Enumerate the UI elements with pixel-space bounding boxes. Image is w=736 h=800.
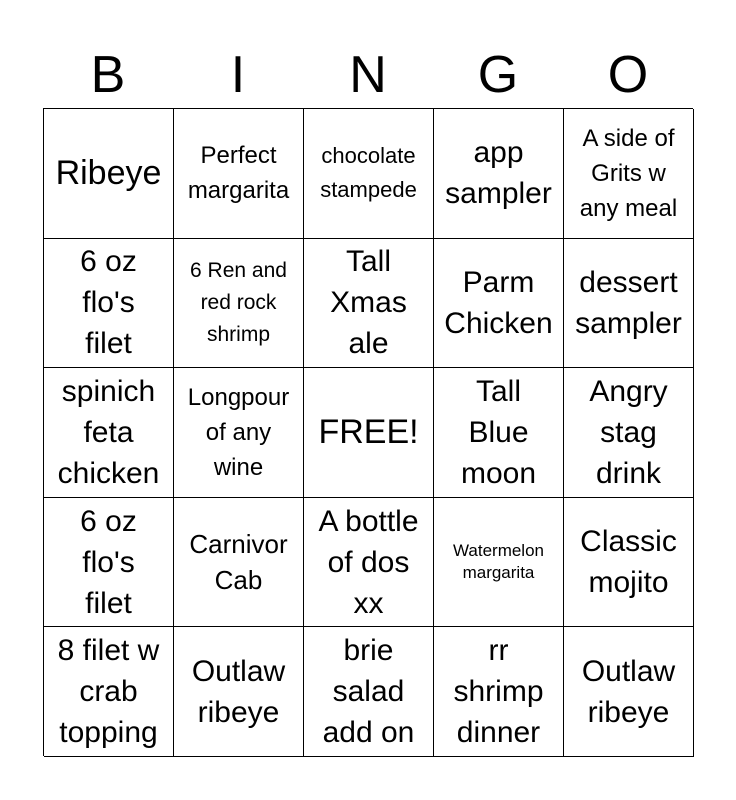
bingo-cell-r3c1[interactable]: [44, 368, 174, 498]
cell-text: 6 oz flo's filet: [80, 245, 137, 361]
cell-text: A side of Grits w any meal: [579, 124, 678, 222]
bingo-cell-r3c5[interactable]: [564, 368, 694, 498]
bingo-cell-r2c3[interactable]: [304, 239, 434, 369]
bingo-cell-r5c2[interactable]: [174, 627, 304, 757]
bingo-header: [43, 42, 693, 108]
cell-text: Outlaw ribeye: [581, 654, 676, 729]
cell-text: Watermelon margarita: [452, 541, 544, 583]
bingo-cell-r1c4[interactable]: [434, 109, 564, 239]
bingo-cell-r3c3-free[interactable]: [304, 368, 434, 498]
cell-text: Longpour of any wine: [187, 383, 290, 481]
cell-text: chocolate stampede: [320, 143, 417, 203]
header-letter-i: I: [230, 46, 246, 104]
cell-text: Tall Blue moon: [460, 374, 537, 490]
cell-text: A bottle of dos xx: [318, 504, 419, 620]
bingo-cell-r4c2[interactable]: [174, 498, 304, 628]
bingo-cell-r4c1[interactable]: [44, 498, 174, 628]
cell-text: spinich feta chicken: [57, 374, 160, 490]
header-letter-n: N: [349, 46, 387, 104]
bingo-grid: [43, 108, 693, 756]
bingo-cell-r5c3[interactable]: [304, 627, 434, 757]
cell-text: Outlaw ribeye: [191, 654, 286, 729]
cell-text: Carnivor Cab: [189, 529, 288, 596]
cell-text: Tall Xmas ale: [330, 245, 407, 361]
cell-text: 6 Ren and red rock shrimp: [190, 258, 287, 346]
bingo-cell-r5c4[interactable]: [434, 627, 564, 757]
bingo-cell-r1c2[interactable]: [174, 109, 304, 239]
header-letter-o: O: [607, 46, 649, 104]
cell-text: dessert sampler: [575, 265, 682, 340]
bingo-cell-r2c4[interactable]: [434, 239, 564, 369]
cell-text: Angry stag drink: [589, 374, 668, 490]
cell-text: 6 oz flo's filet: [80, 504, 137, 620]
cell-text: app sampler: [445, 136, 552, 211]
bingo-cell-r4c4[interactable]: [434, 498, 564, 628]
bingo-cell-r4c5[interactable]: [564, 498, 694, 628]
bingo-cell-r2c1[interactable]: [44, 239, 174, 369]
bingo-cell-r1c3[interactable]: [304, 109, 434, 239]
cell-text: brie salad add on: [322, 634, 415, 750]
cell-text: Classic mojito: [580, 525, 677, 600]
cell-text: 8 filet w crab topping: [57, 634, 160, 750]
bingo-cell-r2c2[interactable]: [174, 239, 304, 369]
bingo-cell-r1c5[interactable]: [564, 109, 694, 239]
cell-text: Ribeye: [55, 153, 162, 192]
cell-text: Parm Chicken: [444, 265, 553, 340]
bingo-cell-r1c1[interactable]: [44, 109, 174, 239]
bingo-cell-r2c5[interactable]: [564, 239, 694, 369]
bingo-cell-r5c5[interactable]: [564, 627, 694, 757]
cell-text: rr shrimp dinner: [453, 634, 544, 750]
cell-text: Perfect margarita: [187, 142, 290, 205]
free-space-text: FREE!: [318, 412, 419, 451]
header-letter-b: B: [90, 46, 126, 104]
bingo-cell-r3c2[interactable]: [174, 368, 304, 498]
header-letter-g: G: [477, 46, 519, 104]
bingo-cell-r4c3[interactable]: [304, 498, 434, 628]
bingo-cell-r5c1[interactable]: [44, 627, 174, 757]
bingo-cell-r3c4[interactable]: [434, 368, 564, 498]
